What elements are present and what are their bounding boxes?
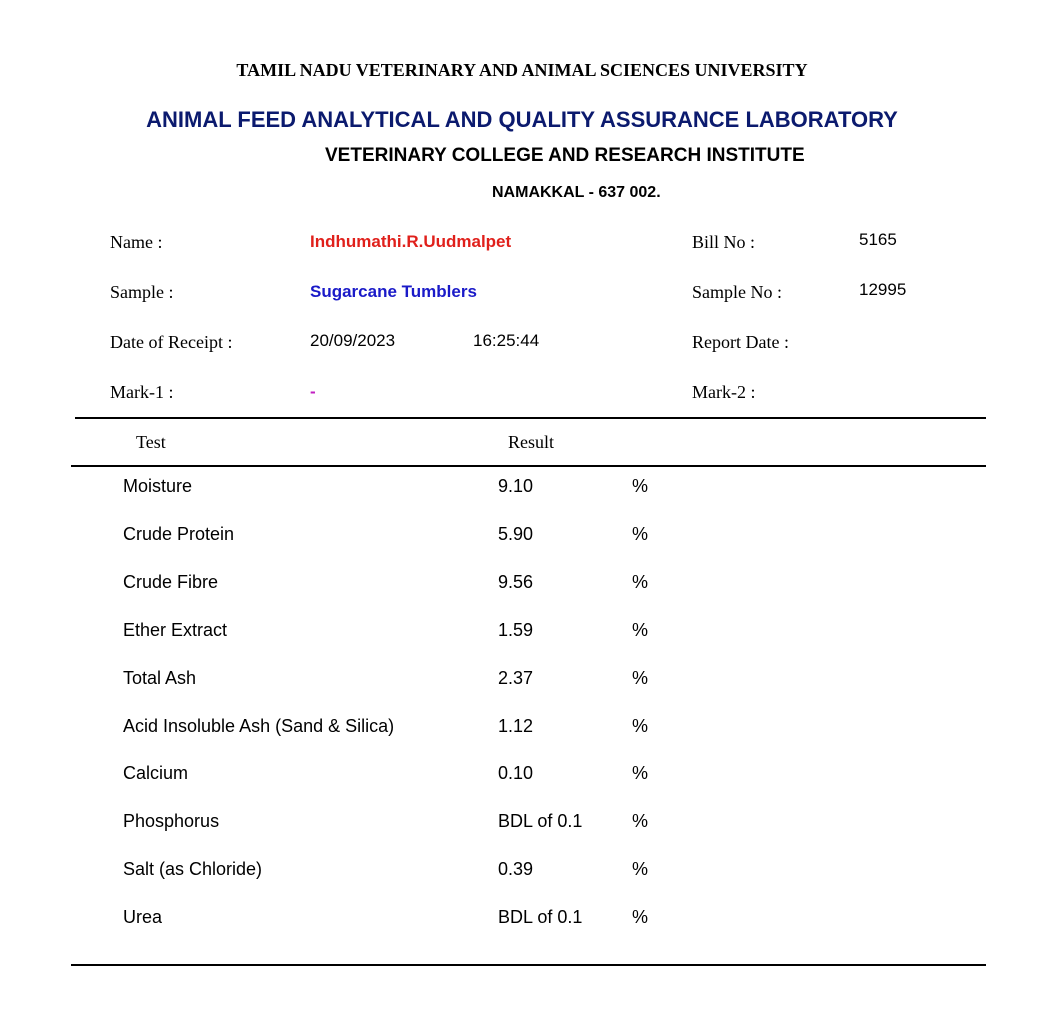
mark1-label: Mark-1 :	[110, 382, 174, 402]
test-unit: %	[632, 811, 649, 831]
table-header-rule	[71, 465, 986, 467]
name-value: Indhumathi.R.Uudmalpet	[310, 232, 512, 251]
test-name: Urea	[123, 907, 163, 927]
college-title: VETERINARY COLLEGE AND RESEARCH INSTITUTE	[325, 145, 805, 166]
sample-value: Sugarcane Tumblers	[310, 282, 477, 301]
laboratory-title: ANIMAL FEED ANALYTICAL AND QUALITY ASSURANCE LABORATORY	[146, 107, 898, 132]
test-result: 1.59	[498, 620, 534, 640]
test-name: Moisture	[123, 476, 193, 496]
test-unit: %	[632, 668, 649, 688]
test-unit: %	[632, 524, 649, 544]
university-title: TAMIL NADU VETERINARY AND ANIMAL SCIENCES UNIVERSITY	[236, 60, 808, 80]
mark1-value: -	[310, 382, 316, 401]
bill-no-value: 5165	[859, 230, 897, 249]
test-name: Calcium	[123, 763, 189, 783]
test-unit: %	[632, 476, 649, 496]
test-name: Salt (as Chloride)	[123, 859, 263, 879]
test-result: 1.12	[498, 716, 534, 736]
test-result: 2.37	[498, 668, 534, 688]
test-result: 0.39	[498, 859, 534, 879]
test-name: Phosphorus	[123, 811, 220, 831]
test-result: BDL of 0.1	[498, 907, 583, 927]
test-name: Acid Insoluble Ash (Sand & Silica)	[123, 716, 395, 736]
receipt-time: 16:25:44	[473, 331, 540, 350]
test-name: Ether Extract	[123, 620, 228, 640]
receipt-date: 20/09/2023	[310, 331, 396, 350]
test-result: 9.56	[498, 572, 534, 592]
table-top-rule	[75, 417, 986, 419]
column-header-test: Test	[136, 432, 166, 452]
test-unit: %	[632, 907, 649, 927]
test-result: 9.10	[498, 476, 534, 496]
mark2-label: Mark-2 :	[692, 382, 756, 402]
test-name: Crude Fibre	[123, 572, 219, 592]
test-unit: %	[632, 859, 649, 879]
test-unit: %	[632, 572, 649, 592]
receipt-label: Date of Receipt :	[110, 332, 233, 352]
test-name: Crude Protein	[123, 524, 235, 544]
bill-no-label: Bill No :	[692, 232, 756, 252]
test-result: BDL of 0.1	[498, 811, 583, 831]
column-header-result: Result	[508, 432, 555, 452]
name-label: Name :	[110, 232, 163, 252]
test-unit: %	[632, 716, 649, 736]
test-unit: %	[632, 620, 649, 640]
test-name: Total Ash	[123, 668, 197, 688]
sample-no-value: 12995	[859, 280, 907, 299]
city-address: NAMAKKAL - 637 002.	[492, 184, 661, 201]
sample-label: Sample :	[110, 282, 174, 302]
table-bottom-rule	[71, 964, 986, 966]
report-date-label: Report Date :	[692, 332, 789, 352]
sample-no-label: Sample No :	[692, 282, 782, 302]
test-result: 0.10	[498, 763, 534, 783]
test-unit: %	[632, 763, 649, 783]
test-result: 5.90	[498, 524, 534, 544]
